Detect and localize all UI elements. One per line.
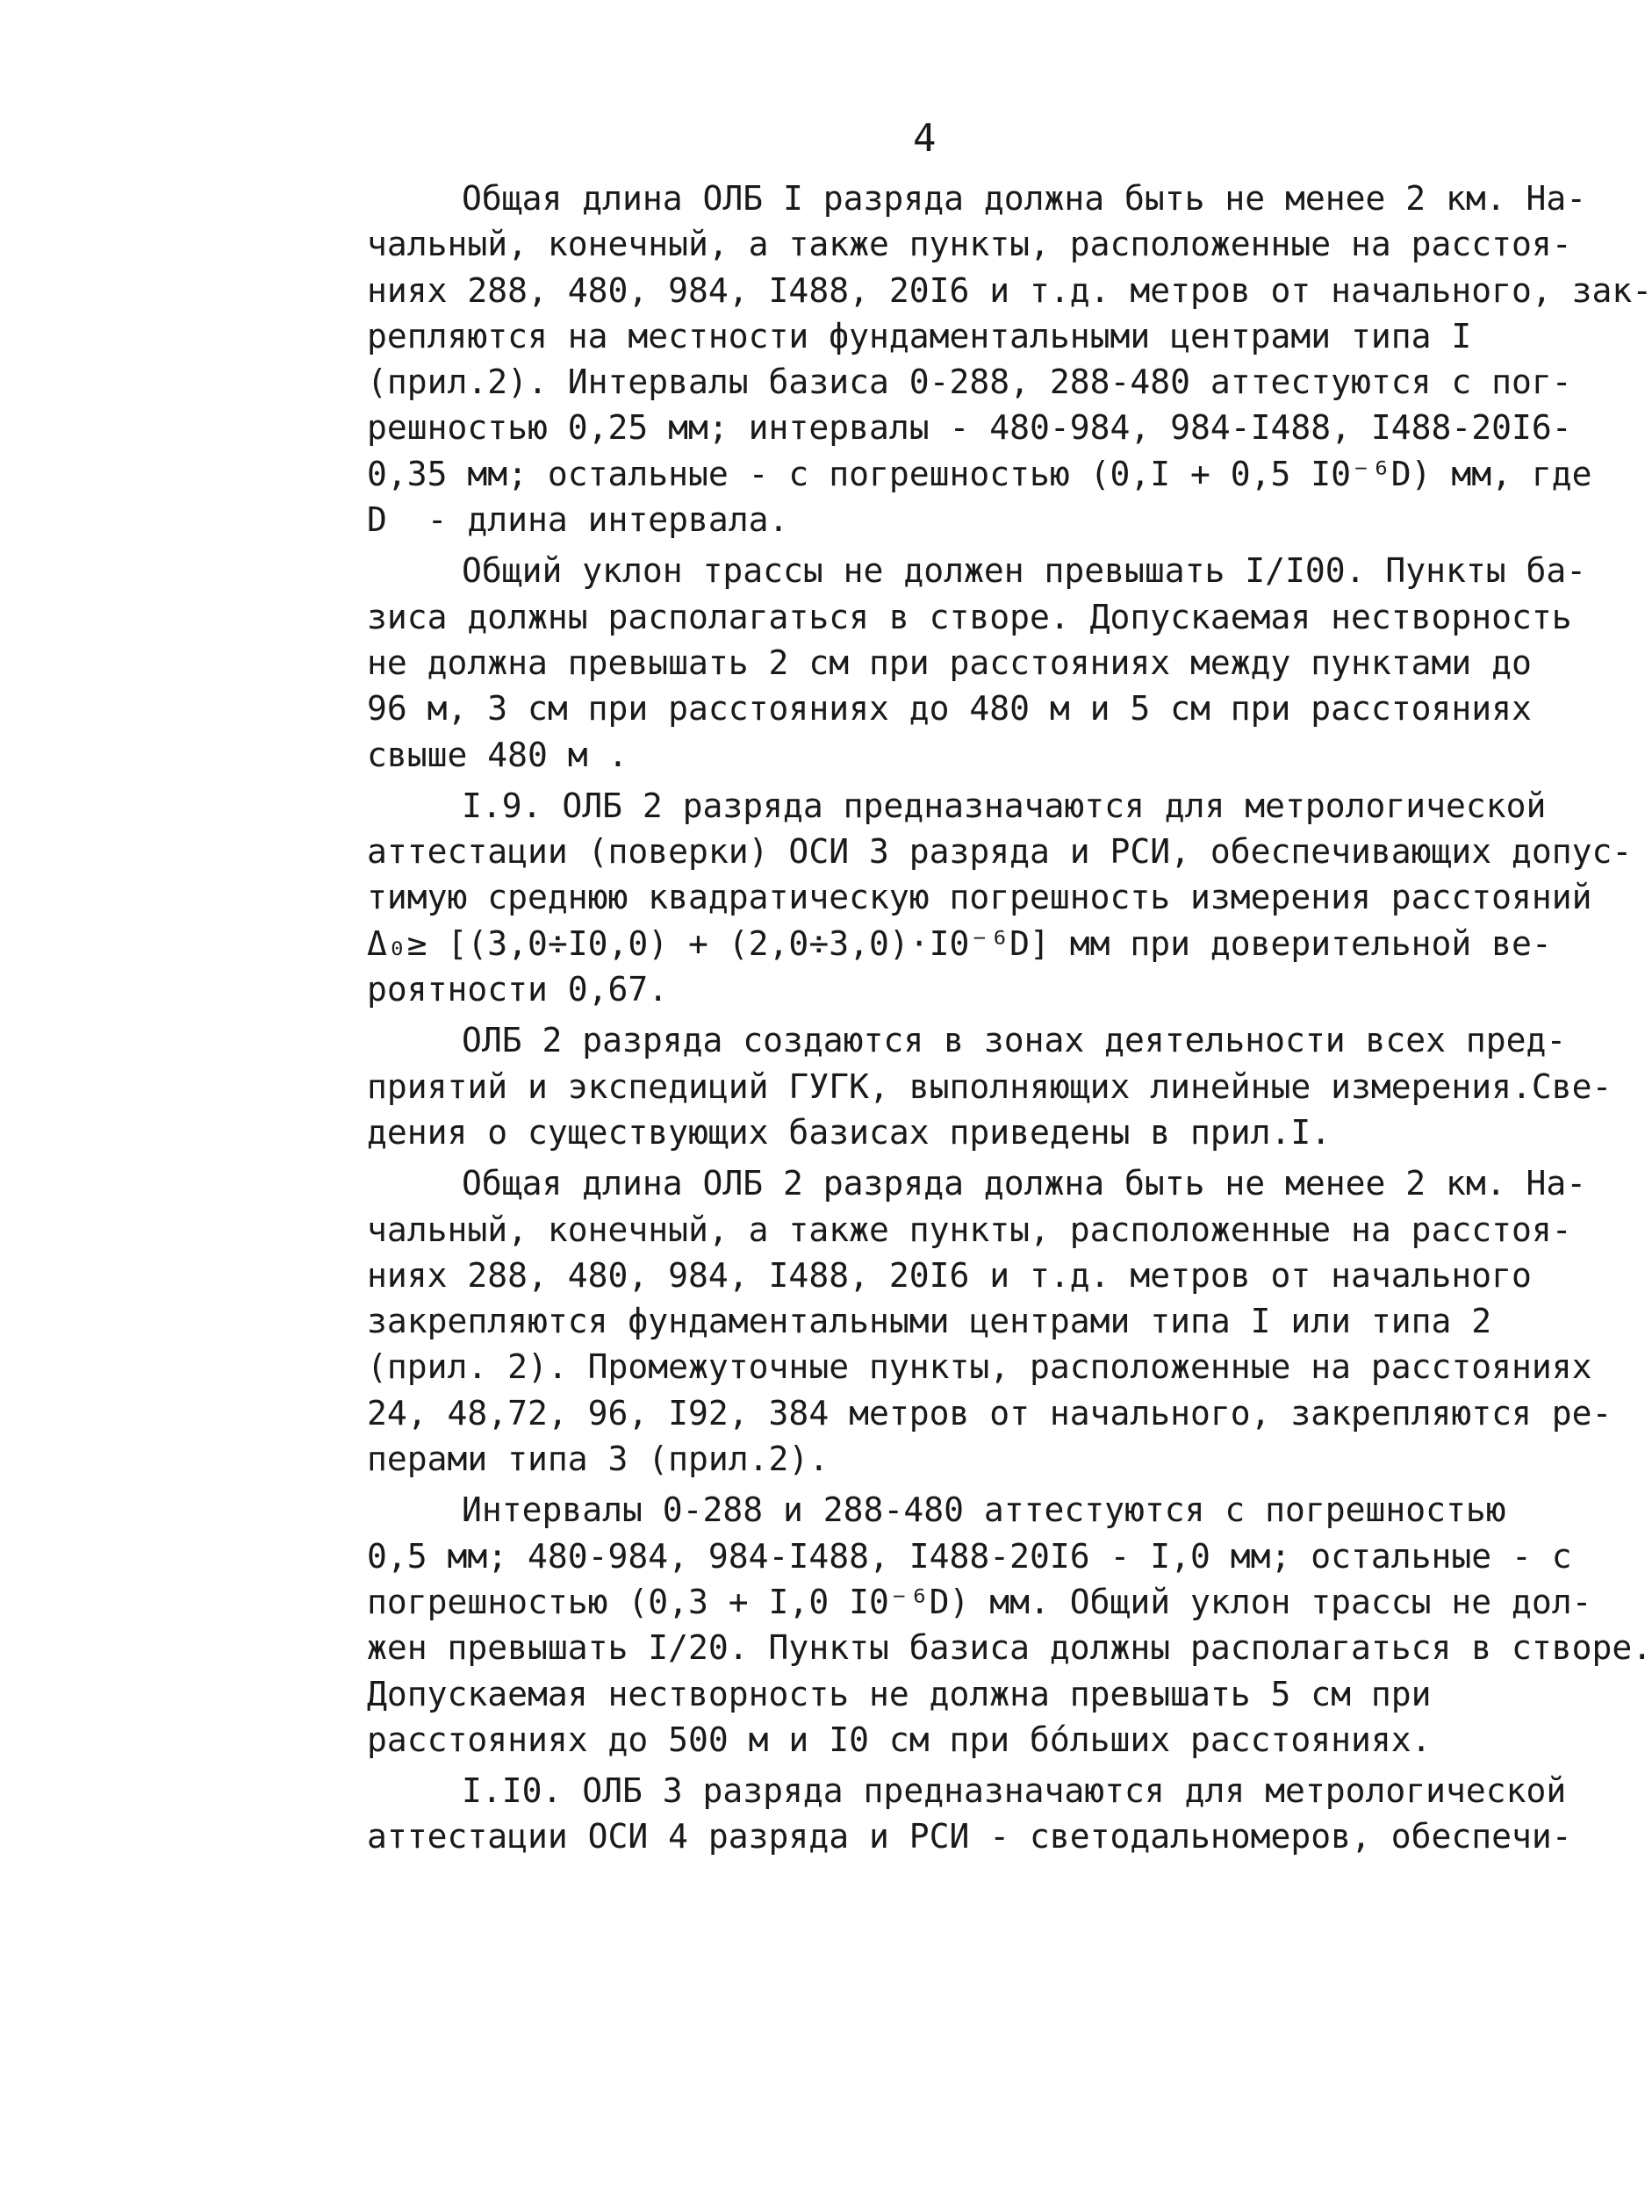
text-line: ниях 288, 480, 984, I488, 20I6 и т.д. метров от начального <box>367 1255 1532 1295</box>
text-line: закрепляются фундаментальными центрами типа I или типа 2 <box>367 1302 1492 1341</box>
text-line: (прил.2). Интервалы базиса 0-288, 288-480 аттестуются с пог- <box>367 363 1572 402</box>
page-number: 4 <box>913 116 937 161</box>
text-line: 96 м, 3 см при расстояниях до 480 м и 5 см при расстояниях <box>367 689 1532 729</box>
text-line: Общая длина ОЛБ I разряда должна быть не менее 2 км. На- <box>462 179 1587 218</box>
text-line: Интервалы 0-288 и 288-480 аттестуются с погрешностью <box>462 1490 1506 1530</box>
text-line: 24, 48,72, 96, I92, 384 метров от начального, закрепляются ре- <box>367 1393 1612 1433</box>
text-line: решностью 0,25 мм; интервалы - 480-984, 984-I488, I488-20I6- <box>367 408 1572 448</box>
text-line: Общая длина ОЛБ 2 разряда должна быть не менее 2 км. На- <box>462 1164 1587 1203</box>
text-line: перами типа 3 (прил.2). <box>367 1440 830 1479</box>
text-line: расстояниях до 500 м и I0 см при бо́льших расстояниях. <box>367 1720 1432 1759</box>
text-line: D - длина интервала. <box>367 500 789 540</box>
text-line: репляются на местности фундаментальными центрами типа I <box>367 316 1472 356</box>
text-line: приятий и экспедиций ГУГК, выполняющих линейные измерения.Све- <box>367 1066 1612 1106</box>
text-line: Общий уклон трассы не должен превышать I/I00. Пункты ба- <box>462 551 1587 591</box>
text-line: тимую среднюю квадратическую погрешность измерения расстояний <box>367 878 1592 917</box>
text-line: не должна превышать 2 см при расстояниях между пунктами до <box>367 643 1532 682</box>
text-line: ОЛБ 2 разряда создаются в зонах деятельности всех пред- <box>462 1021 1567 1060</box>
text-line: погрешностью (0,3 + I,0 I0⁻⁶D) мм. Общий уклон трассы не дол- <box>367 1582 1592 1621</box>
text-line: Допускаемая нестворность не должна превышать 5 см при <box>367 1674 1432 1713</box>
text-line: ниях 288, 480, 984, I488, 20I6 и т.д. метров от начального, зак- <box>367 270 1652 310</box>
text-line: I.9. ОЛБ 2 разряда предназначаются для метрологической <box>462 786 1547 825</box>
text-line: зиса должны располагаться в створе. Допускаемая нестворность <box>367 597 1572 636</box>
formula-line: Δ₀≥ [(3,0÷I0,0) + (2,0÷3,0)·I0⁻⁶D] мм при доверительной ве- <box>367 923 1552 963</box>
text-line: дения о существующих базисах приведены в прил.I. <box>367 1112 1332 1152</box>
text-line: аттестации (поверки) ОСИ 3 разряда и РСИ, обеспечивающих допус- <box>367 832 1633 872</box>
text-line: роятности 0,67. <box>367 970 669 1009</box>
text-line: чальный, конечный, а также пункты, расположенные на расстоя- <box>367 225 1572 264</box>
text-line: 0,5 мм; 480-984, 984-I488, I488-20I6 - I,0 мм; остальные - с <box>367 1536 1572 1576</box>
text-line: жен превышать I/20. Пункты базиса должны располагаться в створе. <box>367 1628 1652 1668</box>
text-line: свыше 480 м . <box>367 735 628 774</box>
text-line: I.I0. ОЛБ 3 разряда предназначаются для метрологической <box>462 1771 1567 1811</box>
text-line: чальный, конечный, а также пункты, расположенные на расстоя- <box>367 1210 1572 1249</box>
text-line: (прил. 2). Промежуточные пункты, расположенные на расстояниях <box>367 1347 1592 1387</box>
body-text <box>367 176 1652 1860</box>
text-line: 0,35 мм; остальные - с погрешностью (0,I + 0,5 I0⁻⁶D) мм, где <box>367 454 1592 493</box>
text-line: аттестации ОСИ 4 разряда и РСИ - светодальномеров, обеспечи- <box>367 1817 1572 1856</box>
